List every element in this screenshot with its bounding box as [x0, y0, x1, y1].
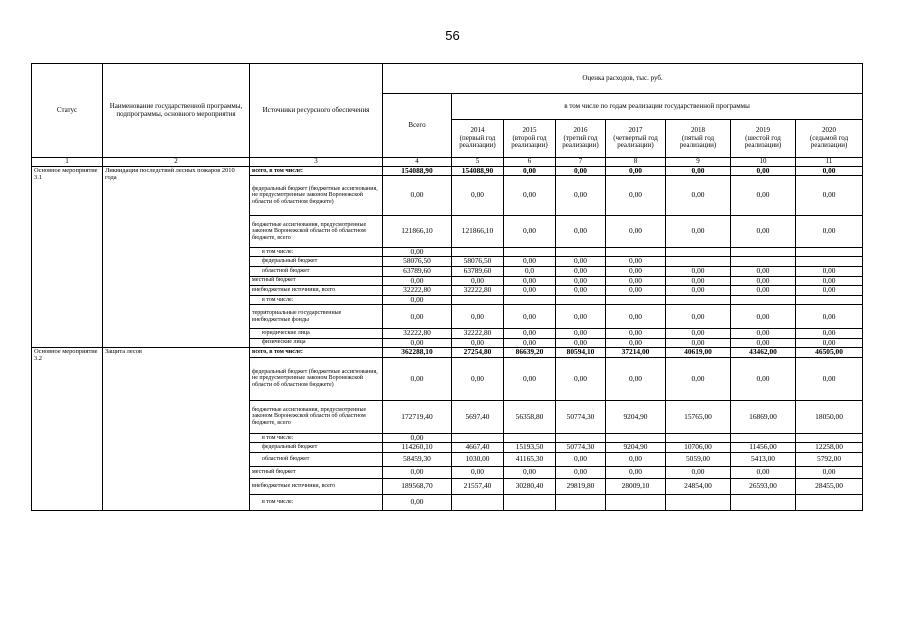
value-cell: 0,00	[556, 338, 606, 347]
value-cell	[452, 495, 504, 511]
year-label: 2017	[628, 125, 643, 134]
value-cell: 0,00	[666, 305, 731, 329]
source-cell: в том числе:	[250, 295, 383, 304]
value-cell: 0,00	[383, 295, 452, 304]
source-cell: бюджетные ассигнования, предусмотренные законом Воронежской области об областном бюджете, всего	[250, 400, 383, 433]
value-cell: 0,00	[796, 467, 863, 479]
value-cell: 0,00	[452, 357, 504, 400]
value-cell: 0,00	[383, 357, 452, 400]
value-cell: 10706,00	[666, 443, 731, 453]
value-cell: 0,00	[556, 176, 606, 216]
value-cell: 0,00	[383, 467, 452, 479]
value-cell: 0,00	[383, 305, 452, 329]
value-cell: 0,00	[556, 285, 606, 295]
source-cell: физические лица	[250, 338, 383, 347]
value-cell: 0,00	[606, 285, 666, 295]
source-cell: федеральный бюджет	[250, 443, 383, 453]
value-cell: 41165,30	[504, 453, 556, 467]
value-cell	[606, 248, 666, 257]
value-cell	[731, 248, 796, 257]
value-cell	[666, 248, 731, 257]
value-cell: 0,00	[452, 276, 504, 285]
value-cell	[606, 433, 666, 442]
value-cell: 0,00	[556, 216, 606, 248]
measure-name-cell: Защита лесов	[103, 347, 250, 510]
value-cell: 18050,00	[796, 400, 863, 433]
value-cell: 5792,00	[796, 453, 863, 467]
value-cell	[606, 295, 666, 304]
source-cell: всего, в том числе:	[250, 166, 383, 175]
value-cell: 0,00	[796, 176, 863, 216]
column-number: 4	[383, 158, 452, 167]
value-cell	[731, 495, 796, 511]
value-cell: 0,00	[796, 166, 863, 175]
table-body	[32, 64, 863, 511]
value-cell: 0,00	[796, 357, 863, 400]
year-note: (седьмой год реализации)	[809, 133, 849, 150]
column-number: 7	[556, 158, 606, 167]
value-cell: 58076,50	[452, 257, 504, 266]
value-cell: 0,00	[796, 216, 863, 248]
value-cell: 32222,80	[383, 285, 452, 295]
value-cell	[731, 295, 796, 304]
value-cell	[666, 295, 731, 304]
source-cell: всего, в том числе:	[250, 347, 383, 357]
value-cell: 0,00	[731, 285, 796, 295]
source-cell: областной бюджет	[250, 266, 383, 276]
value-cell: 0,00	[452, 338, 504, 347]
value-cell: 11456,00	[731, 443, 796, 453]
year-note: (пятый год реализации)	[679, 133, 717, 150]
value-cell: 0,00	[666, 338, 731, 347]
column-number: 3	[250, 158, 383, 167]
value-cell: 9204,90	[606, 400, 666, 433]
header-year-2019	[731, 120, 796, 158]
header-name: Наименование государственной программы, подпрограммы, основного мероприятия	[103, 64, 250, 158]
value-cell: 0,00	[504, 276, 556, 285]
value-cell: 0,00	[606, 216, 666, 248]
page-number: 56	[445, 28, 460, 43]
value-cell: 121866,10	[452, 216, 504, 248]
value-cell: 32222,80	[383, 329, 452, 338]
value-cell: 21557,40	[452, 479, 504, 495]
value-cell: 28455,00	[796, 479, 863, 495]
value-cell	[556, 433, 606, 442]
status-cell: Основное мероприятие 3.2	[32, 347, 103, 510]
value-cell: 189568,70	[383, 479, 452, 495]
value-cell: 154088,90	[452, 166, 504, 175]
value-cell	[556, 495, 606, 511]
value-cell: 0,00	[666, 467, 731, 479]
value-cell: 0,00	[556, 305, 606, 329]
value-cell: 0,00	[556, 467, 606, 479]
value-cell: 0,00	[452, 305, 504, 329]
header-sources: Источники ресурсного обеспечения	[250, 64, 383, 158]
value-cell: 0,00	[666, 285, 731, 295]
value-cell	[666, 495, 731, 511]
value-cell: 0,00	[666, 329, 731, 338]
value-cell: 0,00	[556, 166, 606, 175]
source-cell: федеральный бюджет (бюджетные ассигнования, не предусмотренные законом Воронежской области об областном бюджете)	[250, 357, 383, 400]
year-label: 2018	[691, 125, 705, 134]
value-cell	[796, 257, 863, 266]
value-cell: 0,00	[606, 266, 666, 276]
year-label: 2015	[522, 125, 537, 134]
value-cell: 15193,50	[504, 443, 556, 453]
value-cell: 28009,10	[606, 479, 666, 495]
value-cell: 0,00	[731, 166, 796, 175]
value-cell: 0,00	[666, 266, 731, 276]
value-cell: 0,00	[731, 266, 796, 276]
value-cell: 50774,30	[556, 443, 606, 453]
value-cell	[606, 495, 666, 511]
value-cell: 0,00	[731, 276, 796, 285]
value-cell: 114260,10	[383, 443, 452, 453]
value-cell	[504, 433, 556, 442]
value-cell: 40619,00	[666, 347, 731, 357]
column-number: 5	[452, 158, 504, 167]
value-cell: 121866,10	[383, 216, 452, 248]
value-cell: 5697,40	[452, 400, 504, 433]
value-cell: 362288,10	[383, 347, 452, 357]
source-cell: местный бюджет	[250, 276, 383, 285]
value-cell	[504, 495, 556, 511]
value-cell: 0,00	[796, 266, 863, 276]
column-number: 8	[606, 158, 666, 167]
year-label: 2016	[573, 125, 588, 134]
value-cell: 15765,00	[666, 400, 731, 433]
value-cell: 0,00	[796, 305, 863, 329]
value-cell: 27254,80	[452, 347, 504, 357]
value-cell: 0,00	[556, 357, 606, 400]
expenditure-table	[31, 63, 863, 511]
value-cell: 0,00	[504, 166, 556, 175]
value-cell: 0,00	[504, 329, 556, 338]
value-cell: 0,00	[383, 176, 452, 216]
value-cell: 1030,00	[452, 453, 504, 467]
column-number: 11	[796, 158, 863, 167]
value-cell: 0,00	[504, 305, 556, 329]
value-cell: 0,00	[383, 248, 452, 257]
value-cell: 0,00	[556, 329, 606, 338]
value-cell: 0,00	[383, 433, 452, 442]
value-cell: 0,00	[796, 329, 863, 338]
header-year-2020	[796, 120, 863, 158]
value-cell: 86639,20	[504, 347, 556, 357]
column-number: 1	[32, 158, 103, 167]
value-cell: 58076,50	[383, 257, 452, 266]
value-cell: 0,00	[504, 338, 556, 347]
year-label: 2019	[756, 125, 770, 134]
value-cell: 0,00	[796, 276, 863, 285]
value-cell	[504, 295, 556, 304]
year-label: 2014	[470, 125, 485, 134]
value-cell: 46505,00	[796, 347, 863, 357]
value-cell: 63789,60	[452, 266, 504, 276]
column-number: 6	[504, 158, 556, 167]
value-cell: 58459,30	[383, 453, 452, 467]
value-cell: 26593,00	[731, 479, 796, 495]
source-cell: внебюджетные источники, всего	[250, 285, 383, 295]
value-cell: 0,00	[606, 257, 666, 266]
value-cell	[731, 257, 796, 266]
source-cell: территориальные государственные внебюджетные фонды	[250, 305, 383, 329]
value-cell: 0,00	[666, 176, 731, 216]
column-number: 2	[103, 158, 250, 167]
year-note: (третий год реализации)	[562, 133, 599, 150]
value-cell	[504, 248, 556, 257]
header-year-2017	[606, 120, 666, 158]
value-cell: 5059,00	[666, 453, 731, 467]
value-cell: 0,00	[606, 338, 666, 347]
column-number: 9	[666, 158, 731, 167]
value-cell	[796, 433, 863, 442]
source-cell: федеральный бюджет	[250, 257, 383, 266]
value-cell: 0,00	[731, 357, 796, 400]
header-year-2016	[556, 120, 606, 158]
source-cell: в том числе:	[250, 495, 383, 511]
value-cell: 0,00	[556, 276, 606, 285]
value-cell: 0,00	[606, 329, 666, 338]
value-cell: 43462,00	[731, 347, 796, 357]
value-cell: 0,00	[383, 495, 452, 511]
value-cell: 0,00	[731, 305, 796, 329]
value-cell	[731, 433, 796, 442]
value-cell	[666, 433, 731, 442]
value-cell: 0,00	[504, 357, 556, 400]
value-cell	[796, 495, 863, 511]
value-cell: 0,00	[556, 257, 606, 266]
value-cell: 80594,10	[556, 347, 606, 357]
value-cell: 12258,00	[796, 443, 863, 453]
value-cell: 0,00	[731, 176, 796, 216]
year-note: (шестой год реализации)	[744, 133, 782, 150]
value-cell: 0,00	[504, 257, 556, 266]
source-cell: в том числе:	[250, 248, 383, 257]
value-cell: 0,00	[796, 338, 863, 347]
source-cell: в том числе:	[250, 433, 383, 442]
value-cell: 9204,90	[606, 443, 666, 453]
value-cell: 0,00	[666, 276, 731, 285]
year-note: (первый год реализации)	[459, 133, 496, 150]
value-cell: 0,00	[452, 176, 504, 216]
table-row	[32, 166, 863, 175]
column-number: 10	[731, 158, 796, 167]
value-cell: 172719,40	[383, 400, 452, 433]
source-cell: внебюджетные источники, всего	[250, 479, 383, 495]
status-cell: Основное мероприятие 3.1	[32, 166, 103, 347]
value-cell: 0,00	[606, 305, 666, 329]
value-cell: 24854,00	[666, 479, 731, 495]
header-year-2018	[666, 120, 731, 158]
value-cell: 37214,00	[606, 347, 666, 357]
value-cell: 0,00	[666, 357, 731, 400]
value-cell: 0,00	[606, 166, 666, 175]
value-cell: 0,00	[666, 166, 731, 175]
value-cell	[452, 248, 504, 257]
value-cell	[556, 295, 606, 304]
value-cell: 29819,80	[556, 479, 606, 495]
value-cell: 0,00	[504, 467, 556, 479]
value-cell: 50774,30	[556, 400, 606, 433]
value-cell: 0,00	[606, 453, 666, 467]
value-cell	[796, 295, 863, 304]
value-cell: 0,00	[731, 329, 796, 338]
value-cell: 0,00	[606, 467, 666, 479]
value-cell: 0,00	[731, 467, 796, 479]
value-cell: 0,00	[731, 338, 796, 347]
source-cell: бюджетные ассигнования, предусмотренные законом Воронежской области об областном бюджете, всего	[250, 216, 383, 248]
value-cell: 5413,00	[731, 453, 796, 467]
measure-name-cell: Ликвидация последствий лесных пожаров 2010 года	[103, 166, 250, 347]
source-cell: федеральный бюджет (бюджетные ассигнования, не предусмотренные законом Воронежской области об областном бюджете)	[250, 176, 383, 216]
header-year-2014	[452, 120, 504, 158]
year-note: (второй год реализации)	[511, 133, 548, 150]
value-cell: 0,00	[796, 285, 863, 295]
value-cell: 0,00	[666, 216, 731, 248]
value-cell: 63789,60	[383, 266, 452, 276]
value-cell	[796, 248, 863, 257]
source-cell: местный бюджет	[250, 467, 383, 479]
header-by-years: в том числе по годам реализации государственной программы	[452, 94, 863, 120]
header-year-2015	[504, 120, 556, 158]
value-cell: 0,00	[556, 453, 606, 467]
value-cell: 0,00	[383, 276, 452, 285]
value-cell: 0,00	[504, 216, 556, 248]
source-cell: областной бюджет	[250, 453, 383, 467]
value-cell: 32222,80	[452, 329, 504, 338]
value-cell: 0,00	[556, 266, 606, 276]
value-cell: 0,00	[504, 285, 556, 295]
value-cell: 0,00	[606, 357, 666, 400]
header-total: Всего	[383, 94, 452, 158]
value-cell: 16869,00	[731, 400, 796, 433]
value-cell: 0,00	[731, 216, 796, 248]
value-cell: 56358,80	[504, 400, 556, 433]
header-estimate: Оценка расходов, тыс. руб.	[383, 64, 863, 94]
source-cell: юридические лица	[250, 329, 383, 338]
year-label: 2020	[822, 125, 837, 134]
value-cell: 32222,80	[452, 285, 504, 295]
value-cell: 30280,40	[504, 479, 556, 495]
value-cell	[666, 257, 731, 266]
value-cell: 0,00	[504, 176, 556, 216]
value-cell: 0,0	[504, 266, 556, 276]
year-note: (четвертый год реализации)	[613, 133, 658, 150]
value-cell	[452, 295, 504, 304]
value-cell: 4667,40	[452, 443, 504, 453]
value-cell: 0,00	[383, 338, 452, 347]
table-row	[32, 347, 863, 357]
value-cell: 154088,90	[383, 166, 452, 175]
value-cell: 0,00	[606, 176, 666, 216]
header-status: Статус	[32, 64, 103, 158]
value-cell: 0,00	[452, 467, 504, 479]
value-cell	[556, 248, 606, 257]
value-cell	[452, 433, 504, 442]
value-cell: 0,00	[606, 276, 666, 285]
